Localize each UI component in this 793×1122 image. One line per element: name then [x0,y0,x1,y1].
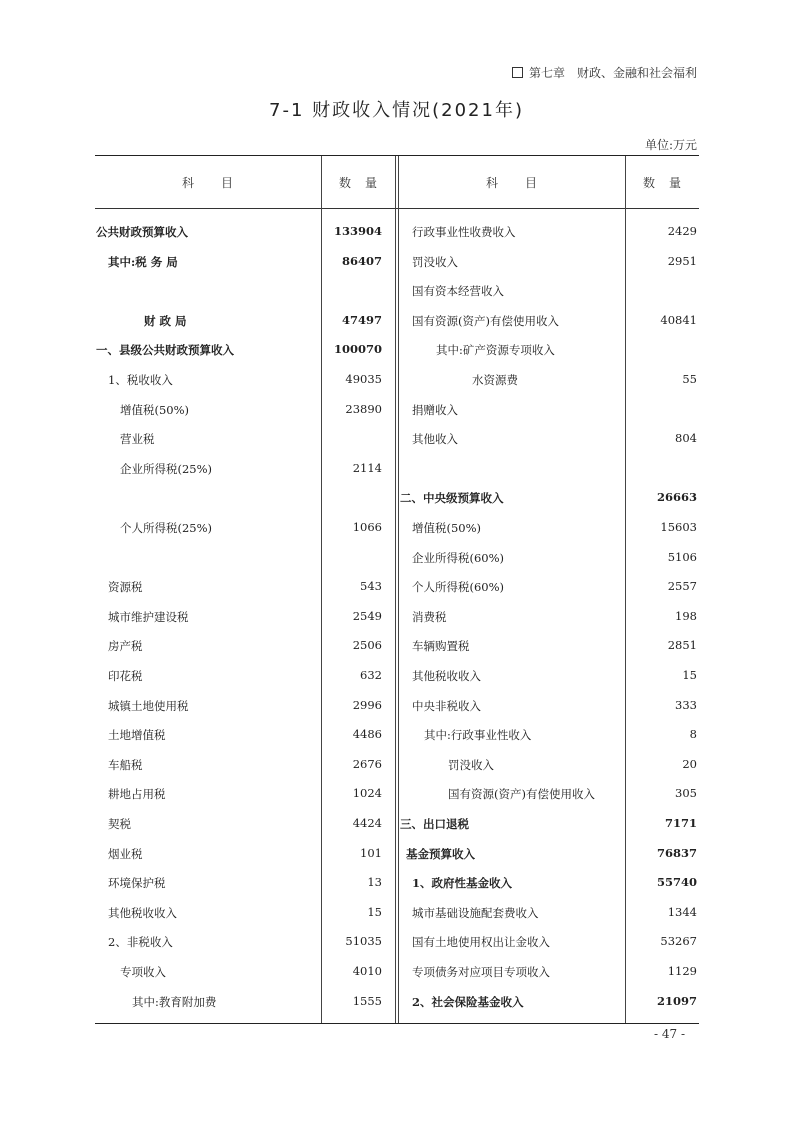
left-value-cell: 133904 [333,224,382,238]
right-value-cell: 5106 [667,549,697,564]
left-value-cell: 2506 [352,638,382,653]
table-row [0,246,793,276]
left-subject-cell: 资源税 [108,580,143,595]
left-value-cell: 51035 [345,934,382,949]
right-subject-cell: 国有土地使用权出让金收入 [412,935,550,950]
table-row [0,719,793,749]
table-bottom-rule [95,1023,699,1024]
right-value-cell: 2951 [667,253,697,268]
table-row [0,867,793,897]
table-row [0,364,793,394]
right-value-cell: 15603 [660,520,697,534]
page-number: - 47 - [653,1027,685,1041]
left-value-cell: 543 [360,579,382,594]
right-subject-cell: 其他收入 [412,432,458,447]
table-row [0,630,793,660]
right-subject-cell: 城市基础设施配套费收入 [412,905,539,920]
right-value-cell: 198 [675,608,697,623]
right-value-cell: 76837 [656,845,697,860]
left-subject-cell: 印花税 [108,669,143,683]
right-subject-cell: 2、社会保险基金收入 [412,994,524,1009]
right-value-cell: 333 [675,697,697,712]
left-value-cell: 4010 [352,964,382,978]
right-subject-cell: 企业所得税(60%) [412,550,505,565]
right-subject-cell: 车辆购置税 [412,639,470,654]
left-value-cell: 1555 [352,993,382,1008]
left-value-cell: 49035 [345,372,382,386]
table-row [0,660,793,690]
right-subject-cell: 其中:行政事业性收入 [424,728,532,743]
left-value-cell: 2676 [352,756,382,771]
right-subject-cell: 增值税(50%) [412,521,482,535]
left-subject-cell: 城镇土地使用税 [108,698,189,713]
right-value-cell: 15 [682,668,697,682]
left-subject-cell: 公共财政预算收入 [96,225,188,239]
left-subject-cell: 房产税 [108,639,143,654]
right-value-cell: 20 [682,756,697,771]
square-icon [512,67,523,78]
left-subject-cell: 环境保护税 [108,876,166,891]
right-value-cell: 55 [682,372,697,386]
right-subject-cell: 罚没收入 [448,757,494,772]
left-subject-cell: 个人所得税(25%) [120,521,213,535]
table-row [0,690,793,720]
right-subject-cell: 消费税 [412,609,447,624]
chapter-header [512,64,697,81]
left-value-cell: 100070 [333,342,382,357]
left-value-cell: 101 [360,845,382,860]
chapter-title: 第七章 财政、金融和社会福利 [528,66,697,80]
right-subject-cell: 罚没收入 [412,254,458,269]
right-value-cell: 55740 [656,875,697,890]
right-value-cell: 2851 [667,638,697,653]
table-row [0,926,793,956]
table-row [0,749,793,779]
table-row [0,512,793,542]
left-subject-cell: 耕地占用税 [108,787,166,802]
table-row [0,482,793,512]
right-subject-cell: 行政事业性收费收入 [412,225,516,239]
right-value-cell: 21097 [656,993,697,1008]
left-subject-cell: 契税 [108,817,131,831]
right-subject-cell: 国有资源(资产)有偿使用收入 [448,787,595,802]
right-subject-cell: 三、出口退税 [400,817,469,831]
right-value-cell: 1344 [667,904,697,919]
table-row [0,838,793,868]
table-row [0,601,793,631]
left-value-cell: 2114 [352,460,382,475]
table-row [0,394,793,424]
table-row [0,423,793,453]
right-value-cell: 40841 [660,312,697,327]
table-row [0,571,793,601]
left-subject-cell: 其他税收收入 [108,905,177,920]
header-subject-right: 科 目 [485,176,538,190]
left-value-cell: 23890 [345,401,382,416]
right-value-cell: 2557 [667,579,697,594]
right-subject-cell: 基金预算收入 [406,846,475,861]
header-subject-left: 科 目 [181,176,234,190]
left-value-cell: 47497 [341,312,382,327]
right-subject-cell: 其中:矿产资源专项收入 [436,343,555,358]
table-row [0,275,793,305]
left-subject-cell: 烟业税 [108,846,143,861]
right-subject-cell: 捐赠收入 [412,402,458,417]
table-row [0,334,793,364]
left-value-cell: 13 [367,875,382,890]
left-subject-cell: 增值税(50%) [120,402,190,417]
header-qty-right: 数 量 [642,176,682,190]
table-row [0,956,793,986]
right-subject-cell: 国有资本经营收入 [412,284,504,299]
left-subject-cell: 其中:教育附加费 [132,994,217,1009]
right-value-cell: 8 [689,727,697,742]
right-value-cell: 53267 [660,934,697,949]
left-subject-cell: 财 政 局 [144,313,187,328]
right-value-cell: 804 [675,431,697,446]
right-subject-cell: 其他税收收入 [412,669,481,683]
right-value-cell: 305 [675,786,697,801]
table-row [0,986,793,1016]
table-row [0,778,793,808]
left-subject-cell: 2、非税收入 [108,935,173,950]
left-value-cell: 2549 [352,608,382,623]
right-subject-cell: 中央非税收入 [412,698,481,713]
left-value-cell: 15 [367,904,382,919]
left-subject-cell: 营业税 [120,432,155,447]
table-row [0,305,793,335]
left-subject-cell: 一、县级公共财政预算收入 [96,343,234,358]
left-value-cell: 1024 [352,786,382,801]
left-subject-cell: 1、税收收入 [108,373,173,387]
left-value-cell: 4424 [352,816,382,830]
left-subject-cell: 其中:税 务 局 [108,254,178,269]
page-title: 7-1 财政收入情况(2021年) [269,100,524,121]
right-subject-cell: 水资源费 [472,373,518,387]
header-qty-left: 数 量 [338,176,378,190]
table-row [0,808,793,838]
unit-label: 单位:万元 [644,138,697,152]
right-subject-cell: 1、政府性基金收入 [412,876,513,891]
right-subject-cell: 个人所得税(60%) [412,580,505,595]
table-row [0,897,793,927]
right-value-cell: 1129 [667,964,697,978]
left-value-cell: 1066 [352,520,382,534]
left-value-cell: 632 [360,668,382,682]
left-subject-cell: 专项收入 [120,965,166,979]
right-subject-cell: 国有资源(资产)有偿使用收入 [412,313,559,328]
table-top-rule [95,155,699,156]
table-row [0,542,793,572]
left-subject-cell: 企业所得税(25%) [120,461,213,476]
right-subject-cell: 专项债务对应项目专项收入 [412,965,550,979]
right-value-cell: 2429 [667,224,697,238]
left-subject-cell: 土地增值税 [108,728,166,743]
left-subject-cell: 城市维护建设税 [108,609,189,624]
left-value-cell: 86407 [341,253,382,268]
left-subject-cell: 车船税 [108,757,143,772]
right-value-cell: 26663 [656,490,697,505]
table-row [0,216,793,246]
left-value-cell: 4486 [352,727,382,742]
table-header-rule [95,208,699,209]
left-value-cell: 2996 [352,697,382,712]
table-row [0,453,793,483]
right-value-cell: 7171 [664,816,697,830]
right-subject-cell: 二、中央级预算收入 [400,491,504,506]
